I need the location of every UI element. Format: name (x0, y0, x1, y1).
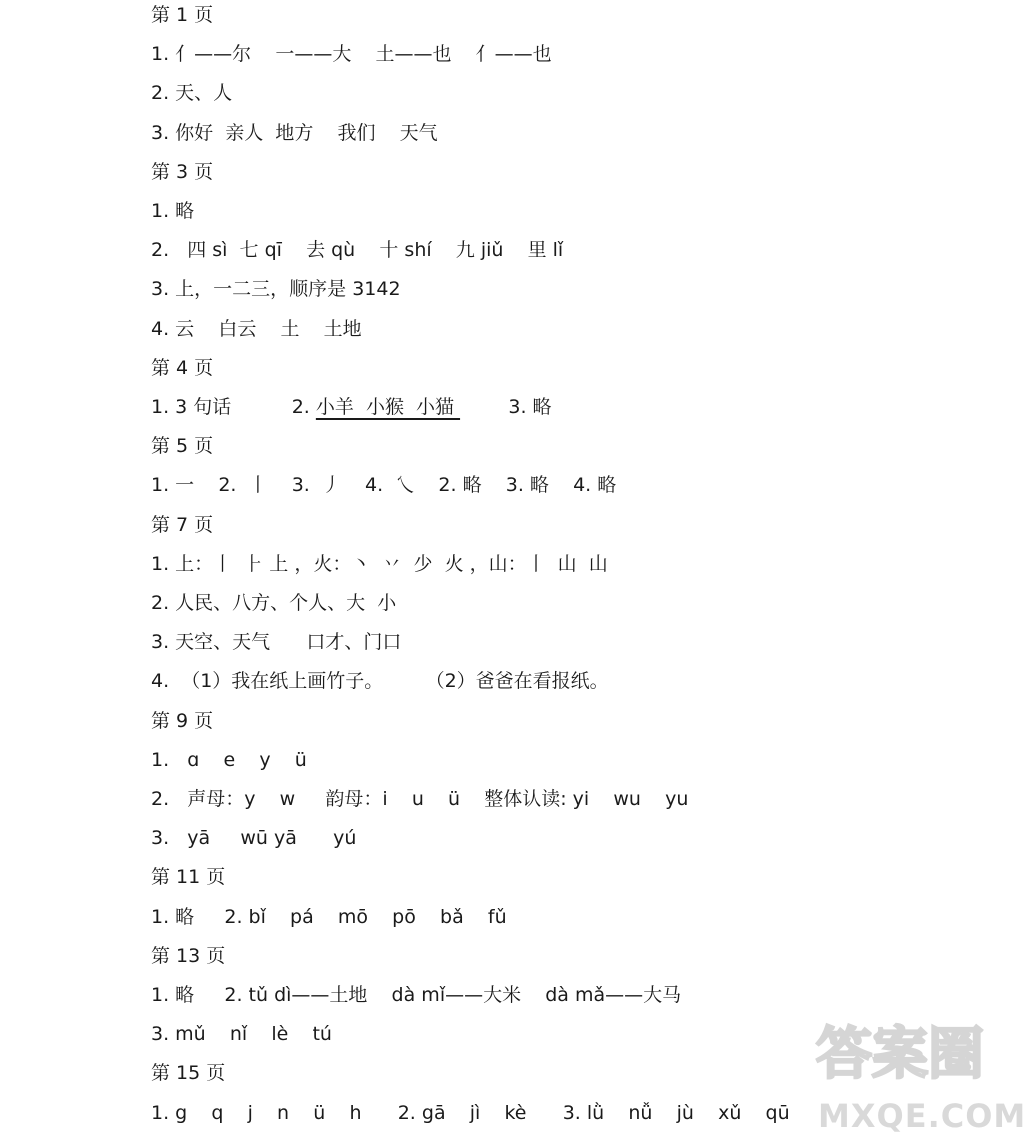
answer-text: 第 3 页 (151, 160, 214, 183)
page-heading (151, 0, 213, 30)
answer-text: 3. 你好 亲人 地方 我们 天气 (151, 121, 438, 144)
answer-text: 1. 一 2. 丨 3. 丿 4. 乀 2. 略 3. 略 4. 略 (151, 474, 617, 497)
answer-line (151, 745, 307, 775)
answer-line (151, 274, 401, 304)
answer-text: 3. 天空、天气 口才、门口 (151, 631, 402, 654)
page-heading (151, 706, 213, 736)
page-heading (151, 157, 213, 187)
answer-text: 3. yā wū yā yú (151, 827, 357, 850)
page-heading (151, 862, 225, 892)
watermark-site-text: MXQE.COM (818, 1097, 1026, 1135)
answer-line (151, 823, 356, 853)
watermark-logo-text: 答案圈 (816, 1022, 984, 1087)
answer-text: 1. 上：丨 ⺊ 上 ，火：丶 丷 少 火 ，山：丨 山 山 (151, 552, 608, 575)
answer-line (151, 666, 609, 696)
answer-line (151, 196, 194, 226)
answer-text: 1. 略 2. bǐ pá mō pō bǎ fǔ (151, 905, 507, 928)
answer-text: 第 7 页 (151, 513, 214, 536)
answer-text: 3. mǔ nǐ lè tú (151, 1023, 332, 1046)
answer-text: 第 1 页 (151, 4, 214, 26)
answer-text: 1. 亻——尔 一——大 土——也 亻——也 (151, 43, 552, 66)
answer-text: 3. 上，一二三，顺序是 3142 (151, 278, 401, 301)
answer-text: 4. 云 白云 土 土地 (151, 317, 362, 340)
answer-line (151, 1019, 332, 1049)
answer-text: 1. g q j n ü h 2. gā jì kè 3. lǜ nǚ jù xǔ qū (151, 1101, 790, 1124)
answer-text: 3. 略 (460, 396, 552, 418)
underlined-answer: 小羊 小猴 小猫 (315, 396, 461, 418)
answer-line (151, 314, 362, 344)
answer-line (151, 118, 438, 148)
answer-text: 1. ɑ e y ü (151, 748, 307, 771)
answer-text: 4. （1）我在纸上画竹子。 （2）爸爸在看报纸。 (151, 670, 609, 693)
answer-line (151, 980, 681, 1010)
answer-text: 第 13 页 (151, 944, 226, 967)
answer-text: 第 11 页 (151, 866, 226, 889)
answer-text: 第 15 页 (151, 1062, 226, 1085)
answer-text: 第 9 页 (151, 709, 214, 732)
answer-line (151, 902, 507, 932)
page-heading (151, 353, 213, 383)
answer-line (151, 78, 232, 108)
answer-line (151, 588, 396, 618)
answer-text: 2. 四 sì 七 qī 去 qù 十 shí 九 jiǔ 里 lǐ (151, 239, 564, 262)
answer-line (151, 549, 608, 579)
answer-line (151, 470, 616, 500)
answer-line (151, 392, 552, 422)
page-heading (151, 941, 225, 971)
answer-text: 2. 天、人 (151, 82, 233, 105)
answer-line (151, 235, 563, 265)
answer-text: 1. 3 句话 2. (151, 396, 316, 418)
page-heading (151, 1058, 225, 1088)
page-heading (151, 431, 213, 461)
answer-line (151, 784, 688, 814)
answer-text: 1. 略 (151, 200, 195, 222)
watermark (812, 1005, 1026, 1135)
answer-line (151, 1098, 790, 1128)
answer-text: 第 4 页 (151, 356, 214, 379)
watermark-logo (812, 1005, 992, 1095)
answer-text: 2. 人民、八方、个人、大 小 (151, 592, 397, 614)
answer-text: 2. 声母：y w 韵母：i u ü 整体认读: yi wu yu (151, 788, 689, 810)
answer-text: 1. 略 2. tǔ dì——土地 dà mǐ——大米 dà mǎ——大马 (151, 984, 682, 1006)
answer-line (151, 39, 552, 69)
answer-text: 第 5 页 (151, 435, 214, 458)
answer-line (151, 627, 401, 657)
page-heading (151, 510, 213, 540)
